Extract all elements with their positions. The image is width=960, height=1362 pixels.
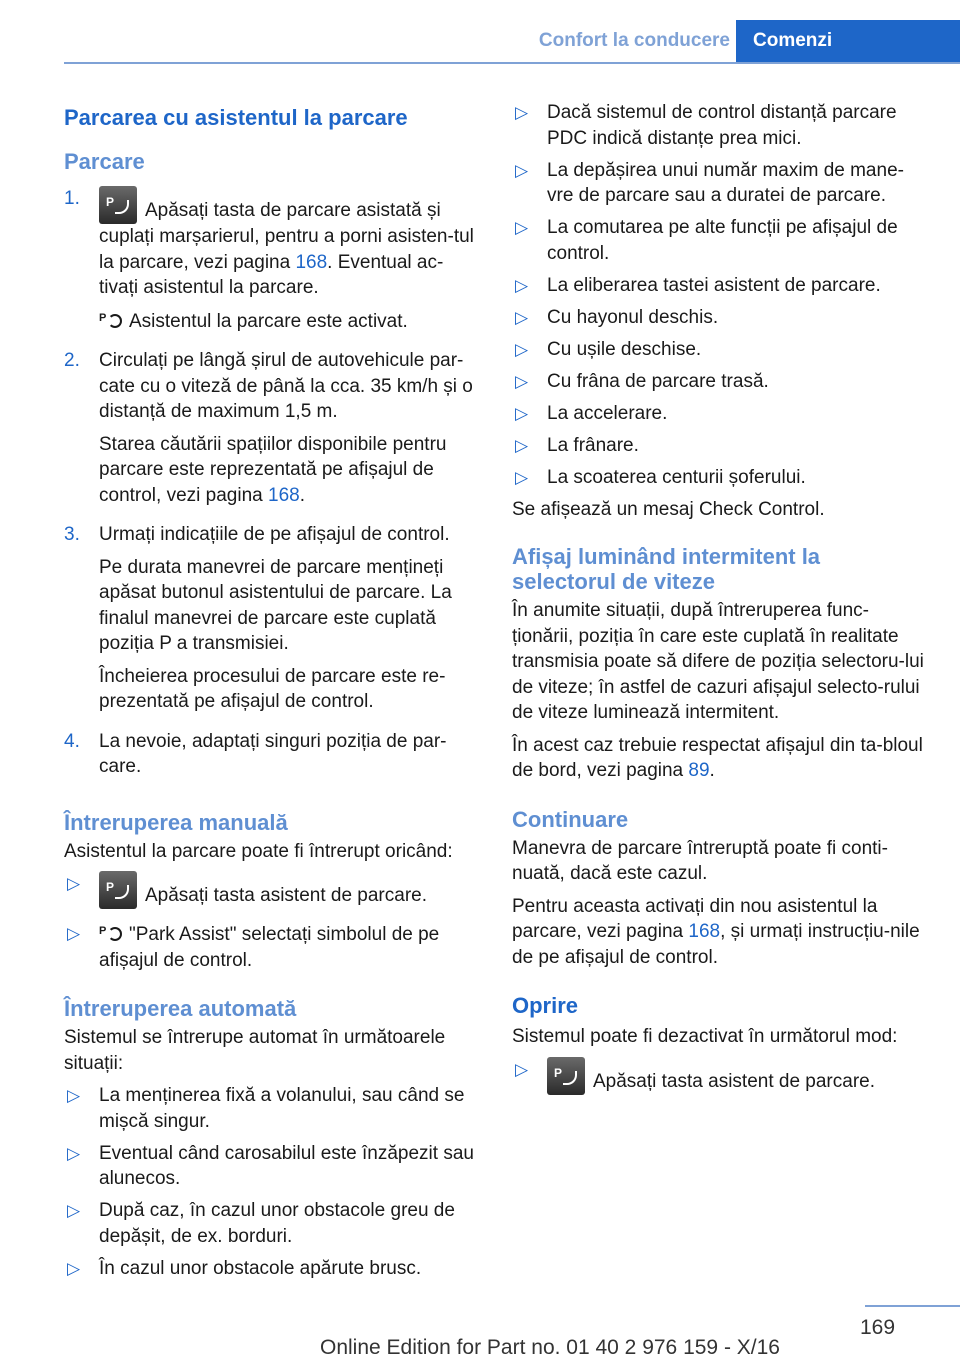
paragraph: În acest caz trebuie respectat afișajul din ta-bloul de bord, vezi pagina	[512, 734, 923, 781]
list-item	[512, 337, 930, 363]
page-link[interactable]: 168	[688, 921, 721, 942]
list-item-text: La comutarea pe alte funcții pe afișajul de control.	[547, 217, 898, 264]
list-item	[512, 401, 930, 427]
list-item	[512, 305, 930, 331]
list-item-text: După caz, în cazul unor obstacole greu de depășit, de ex. borduri.	[99, 1200, 455, 1247]
manual-intro: Asistentul la parcare poate fi întrerupt oricând:	[64, 840, 453, 862]
list-item	[512, 215, 930, 266]
step-note: Pe durata manevrei de parcare mențineți apăsat butonul asistentului de parcare. La finalul manevrei de parcare este cuplată poziția P a transmisiei.	[99, 556, 452, 654]
auto-heading: Întreruperea automată	[64, 996, 297, 1021]
park-assist-button-icon	[547, 1057, 585, 1095]
page-link[interactable]: 168	[268, 484, 300, 506]
step-text: Circulați pe lângă șirul de autovehicule par-cate cu o viteză de până la cca. 35 km/h și o distanță de maximum 1,5 m.	[99, 350, 473, 422]
list-item	[64, 1083, 479, 1134]
step-number: 4.	[64, 730, 80, 752]
list-item	[64, 1198, 479, 1249]
step-number: 3.	[64, 524, 80, 545]
paragraph: În anumite situații, după întreruperea func-ționării, poziția în care este cuplată în realitate transmisia poate să difere de poziția selectoru-lui de viteze; în astfel de cazuri afișajul selecto-rului de viteze luminează intermitent.	[512, 600, 924, 723]
edition-footer: Online Edition for Part no. 01 40 2 976 159 - X/16	[320, 1336, 780, 1359]
list-item	[64, 1141, 479, 1192]
list-item	[512, 1057, 930, 1095]
list-item	[512, 465, 930, 491]
bullet-icon: ▷	[515, 371, 529, 391]
bullet-icon: ▷	[515, 403, 529, 423]
left-column	[64, 100, 479, 1288]
bullet-icon: ▷	[515, 307, 529, 327]
stop-intro: Sistemul poate fi dezactivat în următorul mod:	[512, 1026, 898, 1047]
step-number: 2.	[64, 350, 80, 371]
list-item	[512, 100, 930, 151]
step-number: 1.	[64, 188, 80, 209]
list-item-text: În cazul unor obstacole apărute brusc.	[99, 1257, 422, 1279]
list-item	[512, 158, 930, 209]
bullet-icon: ▷	[515, 339, 529, 359]
bullet-icon: ▷	[515, 467, 529, 487]
paragraph: Pentru aceasta activați din nou asistentul la parcare, vezi pagina	[512, 895, 878, 942]
list-item-text: La accelerare.	[547, 402, 668, 424]
continue-heading: Continuare	[512, 806, 629, 832]
stop-heading: Oprire	[512, 993, 579, 1018]
list-item-text: "Park Assist" selectați simbolul de pe afișajul de control.	[99, 924, 440, 971]
bullet-icon: ▷	[515, 103, 529, 122]
page-link[interactable]: 89	[688, 760, 710, 781]
bullet-icon: ▷	[515, 1059, 529, 1079]
list-item	[64, 1256, 479, 1282]
bullet-icon: ▷	[515, 218, 529, 237]
list-item	[512, 273, 930, 299]
step-note: Încheierea procesului de parcare este re-prezentată pe afișajul de control.	[99, 665, 446, 712]
park-assist-button-icon	[99, 871, 137, 909]
list-item-text: La scoaterea centurii șoferului.	[547, 466, 806, 488]
bullet-icon: ▷	[515, 435, 529, 455]
running-header-chapter: Comenzi	[736, 20, 960, 62]
list-item-text: La menținerea fixă a volanului, sau când se mișcă singur.	[99, 1085, 465, 1132]
list-item-text: Cu ușile deschise.	[547, 338, 702, 360]
step-3	[64, 522, 479, 722]
step-2	[64, 348, 479, 515]
list-item	[64, 871, 479, 909]
list-item	[512, 369, 930, 395]
bullet-icon: ▷	[67, 924, 81, 943]
bullet-icon: ▷	[67, 874, 81, 893]
park-assist-symbol-icon	[99, 921, 123, 943]
header-rule	[64, 62, 960, 64]
step-1	[64, 186, 479, 341]
running-header-section: Confort la conducere	[538, 30, 730, 51]
list-item-text: Cu hayonul deschis.	[547, 306, 719, 328]
bullet-icon: ▷	[515, 275, 529, 295]
list-item	[64, 921, 479, 973]
list-item-text: La frânare.	[547, 434, 639, 456]
step-note: Starea căutării spațiilor disponibile pentru parcare este reprezentată pe afișajul de control, vezi pagina	[99, 433, 447, 506]
list-item-text: Cu frâna de parcare trasă.	[547, 370, 769, 392]
list-item-text: La depășirea unui număr maxim de mane-vre de parcare sau a duratei de parcare.	[547, 159, 904, 206]
list-item-text: La eliberarea tastei asistent de parcare.	[547, 274, 881, 296]
list-item-text: Eventual când carosabilul este înzăpezit sau alunecos.	[99, 1142, 474, 1189]
right-column	[512, 100, 930, 1101]
bullet-icon: ▷	[67, 1258, 81, 1278]
step-note-tail: .	[299, 484, 305, 506]
step-text: Apăsați tasta de parcare asistată și cuplați marșarierul, pentru a porni asisten-tul la parcare, vezi pagina	[99, 200, 474, 273]
list-item	[512, 433, 930, 459]
step-note: Asistentul la parcare este activat.	[129, 310, 408, 332]
page-link[interactable]: 168	[295, 251, 328, 273]
check-control-text: Se afișează un mesaj Check Control.	[512, 498, 825, 520]
paragraph-tail: , și urmați instrucțiu-nile de pe afișajul de control.	[512, 921, 920, 968]
paragraph: Manevra de parcare întreruptă poate fi conti-nuată, dacă este cazul.	[512, 837, 888, 884]
manual-heading: Întreruperea manuală	[64, 809, 288, 835]
paragraph-tail: .	[709, 760, 715, 781]
blink-heading: Afișaj luminând intermitent la selectorul de viteze	[512, 544, 821, 594]
section-title: Parcarea cu asistentul la parcare	[64, 105, 408, 130]
park-assist-symbol-icon	[99, 308, 123, 330]
bullet-icon: ▷	[67, 1201, 81, 1220]
list-item-text: Apăsați tasta asistent de parcare.	[593, 1070, 875, 1092]
step-4	[64, 729, 479, 787]
bullet-icon: ▷	[67, 1143, 81, 1163]
step-text-tail: . Eventual ac-tivați asistentul la parcare.	[99, 251, 444, 298]
footer-rule	[865, 1305, 960, 1307]
step-text: Urmați indicațiile de pe afișajul de control.	[99, 524, 450, 545]
park-assist-button-icon	[99, 186, 137, 224]
parcare-heading: Parcare	[64, 149, 145, 174]
list-item-text: Apăsați tasta asistent de parcare.	[145, 885, 427, 906]
page-number: 169	[860, 1316, 896, 1339]
step-text: La nevoie, adaptați singuri poziția de par-care.	[99, 730, 447, 777]
bullet-icon: ▷	[515, 160, 529, 180]
bullet-icon: ▷	[67, 1086, 81, 1105]
list-item-text: Dacă sistemul de control distanță parcare PDC indică distanțe prea mici.	[547, 102, 897, 149]
auto-intro: Sistemul se întrerupe automat în următoarele situații:	[64, 1027, 446, 1074]
